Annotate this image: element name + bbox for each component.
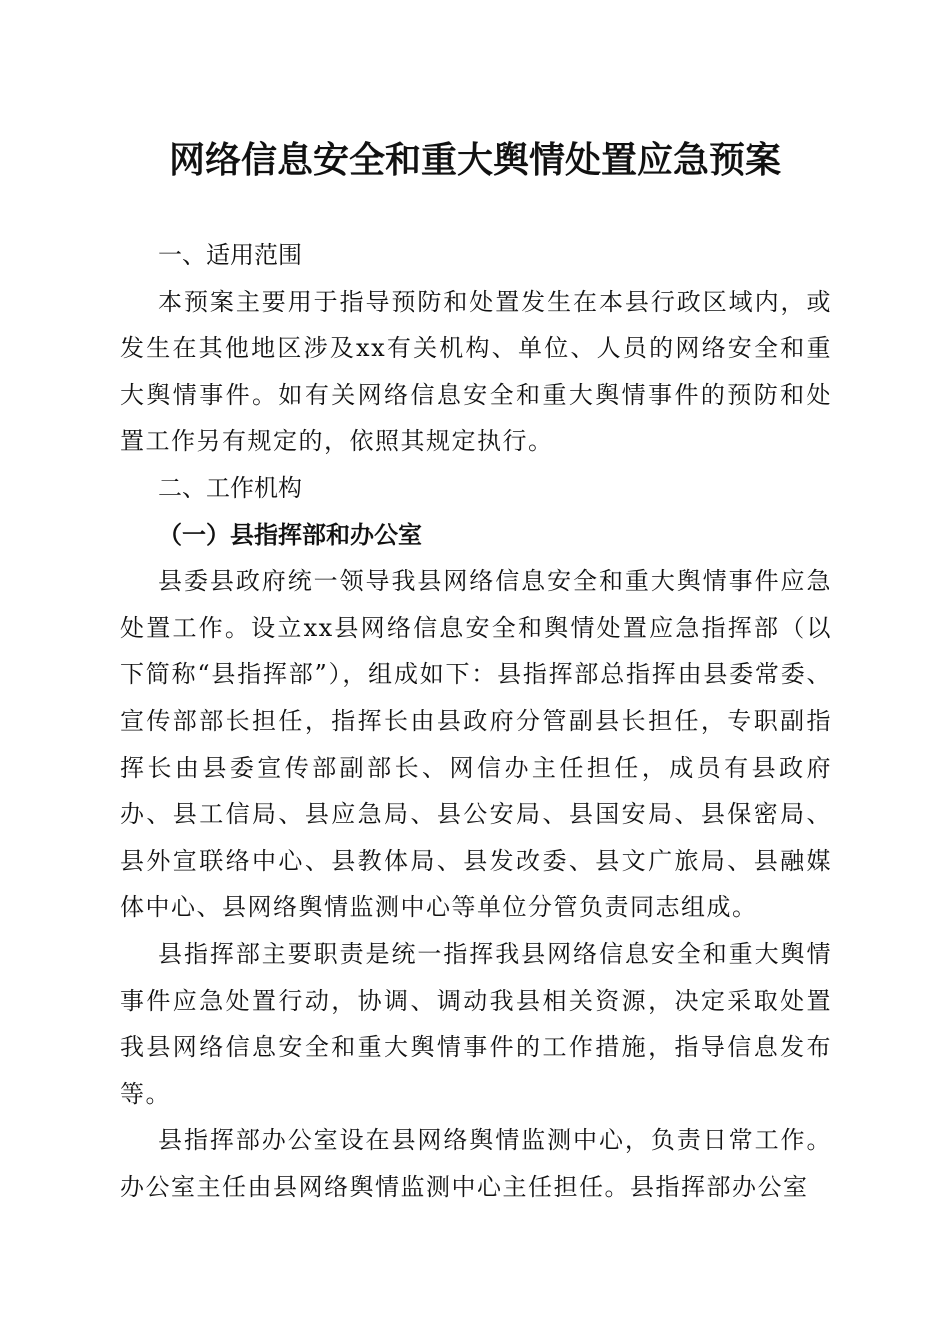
paragraph-scope: 本预案主要用于指导预防和处置发生在本县行政区域内，或发生在其他地区涉及xx有关机构、单位、人员的网络安全和重大舆情事件。如有关网络信息安全和重大舆情事件的预防和处置工作另有规定的，依照其规定执行。	[120, 287, 832, 456]
section-heading-scope: 一、适用范围	[158, 241, 302, 269]
paragraph-office: 县指挥部办公室设在县网络舆情监测中心，负责日常工作。办公室主任由县网络舆情监测中心主任担任。县指挥部办公室	[120, 1126, 832, 1201]
paragraph-command-duties: 县指挥部主要职责是统一指挥我县网络信息安全和重大舆情事件应急处置行动，协调、调动我县相关资源，决定采取处置我县网络信息安全和重大舆情事件的工作措施，指导信息发布等。	[120, 939, 832, 1108]
section-heading-organization: 二、工作机构	[158, 473, 302, 502]
paragraph-command-setup: 县委县政府统一领导我县网络信息安全和重大舆情事件应急处置工作。设立xx县网络信息安全和舆情处置应急指挥部（以下简称“县指挥部”），组成如下：县指挥部总指挥由县委常委、宣传部部长担任，指挥长由县政府分管副县长担任，专职副指挥长由县委宣传部副部长、网信办主任担任，成员有县政府办、县工信局、县应急局、县公安局、县国安局、县保密局、县外宣联络中心、县教体局、县发改委、县文广旅局、县融媒体中心、县网络舆情监测中心等单位分管负责同志组成。	[120, 567, 832, 922]
document-title: 网络信息安全和重大舆情处置应急预案	[168, 139, 781, 181]
subsection-heading-command: （一）县指挥部和办公室	[158, 519, 422, 549]
document-body	[120, 232, 832, 1210]
